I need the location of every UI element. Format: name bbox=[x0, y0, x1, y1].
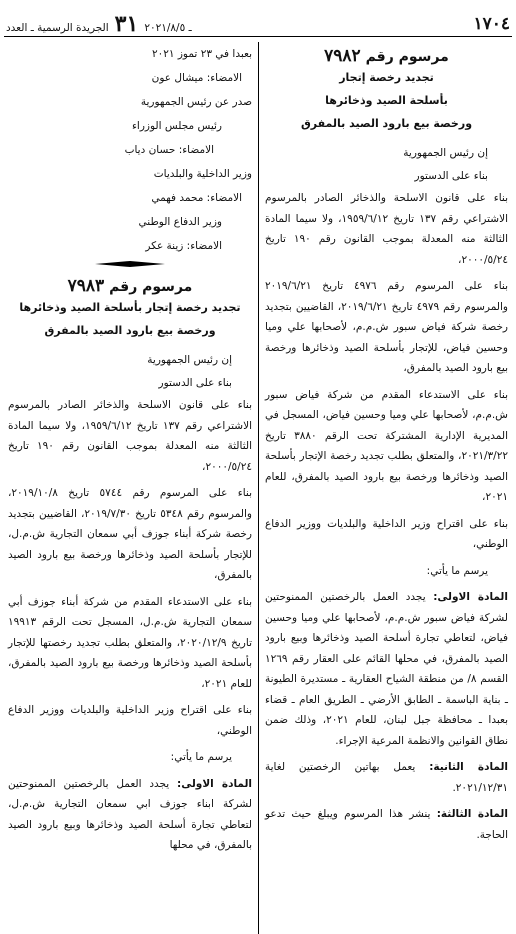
divider-ornament bbox=[95, 260, 165, 268]
decree-label: مرسوم رقم bbox=[365, 49, 449, 65]
article-2 bbox=[265, 757, 508, 798]
preamble-paragraph: بناء على قانون الاسلحة والذخائر الصادر بالمرسوم الاشتراعي رقم ١٣٧ تاريخ ١٩٥٩/٦/١٢، ولا سيما المادة الثالثة منه المعدلة بموجب القانون رقم ١٩٠ تاريخ ٢٠٠٠/٥/٢٤، bbox=[8, 399, 252, 473]
decree-number: ٧٩٨٢ bbox=[324, 46, 361, 66]
preamble-paragraph: بناء على الاستدعاء المقدم من شركة أبناء جوزف أبي سمعان التجارية ش.م.ل، المسجل تحت الرقم ١٩٩١٣ تاريخ ٢٠٢٠/١٢/٩، والمتعلق بطلب تجديد رخصتها للإتجار بأسلحة الصيد وذخائرها ورخصة بيع بارود الصيد بالمفرق، للعام ٢٠٢١، bbox=[8, 595, 252, 690]
section-divider bbox=[8, 260, 252, 268]
page-columns bbox=[4, 42, 512, 934]
decree-heading-7983 bbox=[8, 276, 252, 296]
defense-minister-title: وزير الدفاع الوطني bbox=[138, 216, 222, 228]
issue-date: ـ ٢٠٢١/٨/٥ bbox=[144, 22, 192, 34]
preamble-constitution: بناء على الدستور bbox=[414, 169, 488, 182]
preamble-president: إن رئيس الجمهورية bbox=[147, 354, 232, 366]
article-heading: المادة الثالثة: bbox=[436, 808, 508, 820]
defense-minister-signature: الامضاء: زينة عكر bbox=[145, 240, 222, 252]
president-signature: الامضاء: ميشال عون bbox=[151, 72, 242, 84]
decrees-label: يرسم ما يأتي: bbox=[426, 564, 488, 577]
preamble-paragraph: بناء على اقتراح وزير الداخلية والبلديات ووزير الدفاع الوطني، bbox=[8, 704, 252, 737]
decree-title-line: تجديد رخصة إتجار bbox=[339, 71, 434, 84]
interior-minister-title: وزير الداخلية والبلديات bbox=[153, 168, 252, 180]
page-header bbox=[6, 8, 510, 37]
pm-signature: الامضاء: حسان دياب bbox=[124, 144, 214, 156]
decree-number: ٧٩٨٣ bbox=[67, 276, 105, 296]
article-3 bbox=[265, 804, 508, 845]
preamble-paragraph: بناء على اقتراح وزير الداخلية والبلديات ووزير الدفاع الوطني، bbox=[265, 517, 508, 550]
preamble-president: إن رئيس الجمهورية bbox=[403, 147, 488, 159]
decree-title-line: ورخصة بيع بارود الصيد بالمفرق bbox=[44, 324, 216, 337]
pm-title: رئيس مجلس الوزراء bbox=[131, 120, 222, 132]
page-number: ١٧٠٤ bbox=[473, 14, 510, 34]
gazette-header-info bbox=[6, 11, 192, 37]
preamble-paragraph: بناء على الاستدعاء المقدم من شركة فياض سبور ش.م.م، لأصحابها علي وميا وحسين فياض، المسجل في المديرية الإدارية المشتركة تحت الرقم ٣٨٨٠ تاريخ ٢٠٢١/٣/٢٢، والمتعلق بطلب تجديد رخصة الإتجار بأسلحة الصيد وذخائرها ورخصة بيع بارود الصيد بالمفرق، للعام ٢٠٢١، bbox=[265, 388, 508, 503]
decree-label: مرسوم رقم bbox=[109, 279, 193, 295]
issued-by: صدر عن رئيس الجمهورية bbox=[140, 96, 252, 108]
article-1 bbox=[8, 774, 252, 856]
gazette-title: الجريدة الرسمية ـ العدد bbox=[6, 22, 109, 34]
decree-heading-7982 bbox=[265, 46, 508, 66]
article-text: ينشر هذا المرسوم ويبلغ حيث تدعو الحاجة. bbox=[265, 808, 508, 841]
decrees-label: يرسم ما يأتي: bbox=[170, 751, 232, 763]
interior-minister-signature: الامضاء: محمد فهمي bbox=[151, 192, 242, 204]
header-rule bbox=[4, 36, 512, 37]
article-1 bbox=[265, 587, 508, 751]
article-heading: المادة الثانية: bbox=[429, 761, 508, 773]
right-column bbox=[258, 42, 512, 934]
decree-title bbox=[8, 296, 252, 342]
article-text: يجدد العمل بالرخصتين الممنوحتين لشركة ابناء جوزف ابي سمعان التجارية ش.م.ل، لتعاطي تجارة أسلحة الصيد وذخائرها وبيع بارود الصيد بالمفرق، في محلها bbox=[8, 777, 252, 851]
decree-title-line: تجديد رخصة إتجار بأسلحة الصيد وذخائرها bbox=[19, 301, 241, 314]
preamble-constitution: بناء على الدستور bbox=[158, 376, 232, 389]
signature-block bbox=[8, 42, 252, 258]
article-heading: المادة الاولى: bbox=[177, 777, 252, 790]
preamble-paragraph: بناء على المرسوم رقم ٤٩٧٦ تاريخ ٢٠١٩/٦/٢١ والمرسوم رقم ٤٩٧٩ تاريخ ٢٠١٩/٦/٢١، القاضيين بتجديد رخصة شركة فياض سبور ش.م.م، لأصحابها علي وميا وحسين فياض، للإتجار بأسلحة الصيد وذخائرها ورخصة بيع بارود الصيد بالمفرق، bbox=[265, 280, 508, 374]
article-text: يعمل بهاتين الرخصتين لغاية ٢٠٢١/١٢/٣١. bbox=[265, 761, 508, 794]
left-column bbox=[4, 42, 258, 934]
decree-title bbox=[265, 66, 508, 135]
signature-place-date: بعبدا في ٢٣ تموز ٢٠٢١ bbox=[151, 48, 252, 60]
article-heading: المادة الاولى: bbox=[433, 591, 508, 603]
decree-title-line: ورخصة بيع بارود الصيد بالمفرق bbox=[300, 117, 473, 130]
article-text: يجدد العمل بالرخصتين الممنوحتين لشركة فياض سبور ش.م.م، لأصحابها علي وميا وحسين فياض، لتعاطي تجارة أسلحة الصيد وذخائرها وبيع بارود الصيد بالمفرق، في محلها القائم على العقار رقم ١٢٦٩ القسم ٨/ من منطقة الشياح العقارية ـ مستديرة الطيونة ـ بناية الباسمة ـ الطابق الأرضي ـ الطريق العام ـ قضاء بعبدا ـ محافظة جبل لبنان، للعام ٢٠٢١، وذلك ضمن نطاق القوانين والانظمة المرعية الإجراء. bbox=[265, 591, 509, 747]
decree-title-line: بأسلحة الصيد وذخائرها bbox=[325, 94, 448, 107]
issue-number: ٣١ bbox=[114, 11, 139, 37]
preamble-paragraph: بناء على قانون الاسلحة والذخائر الصادر بالمرسوم الاشتراعي رقم ١٣٧ تاريخ ١٩٥٩/٦/١٢، ولا سيما المادة الثالثة منه المعدلة بموجب القانون رقم ١٩٠ تاريخ ٢٠٠٠/٥/٢٤، bbox=[265, 192, 508, 266]
preamble-paragraph: بناء على المرسوم رقم ٥٧٤٤ تاريخ ٢٠١٩/١٠/٨، والمرسوم رقم ٥٣٤٨ تاريخ ٢٠١٩/٧/٣٠، القاضيين بتجديد رخصة شركة أبناء جوزف أبي سمعان التجارية ش.م.ل، للإتجار بأسلحة الصيد وذخائرها ورخصة بيع بارود الصيد بالمفرق، bbox=[8, 487, 252, 581]
